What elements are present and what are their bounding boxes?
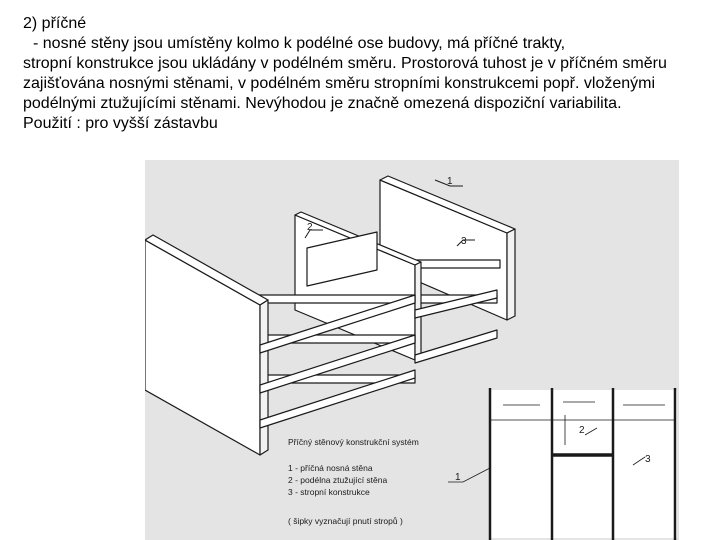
section-heading: 2) příčné [23,15,87,32]
callout-3-label: 3 [461,236,467,247]
paragraph-body: stropní konstrukce jsou ukládány v podélném směru. Prostorová tuhost je v příčném směru zajišťována nosnými stěnami, v podélném směru stropními konstrukcemi popř. vloženými podélnými ztužujícími stěnami. Nevýhodou je značně omezená dispoziční variabilita. [23,55,672,112]
legend [288,437,419,526]
slab-right-lower [415,330,497,363]
structural-system-figure [145,160,679,540]
plan-view [448,388,677,540]
plan-callout-2: 2 [579,425,585,436]
isometric-drawing [145,160,679,540]
description-text [23,14,713,134]
legend-note: ( šipky vyznačují pnutí stropů ) [288,516,403,526]
callout-1-label: 1 [447,176,453,187]
legend-item-3: 3 - stropní konstrukce [288,487,370,497]
legend-item-1: 1 - příčná nosná stěna [288,463,373,473]
legend-title: Příčný stěnový konstrukční systém [288,437,419,447]
callout-2-label: 2 [307,222,313,233]
usage-line: Použití : pro vyšší zástavbu [23,115,218,132]
front-wall-side [260,300,268,455]
plan-callout-3: 3 [645,454,651,465]
slab-upper-front [255,295,415,303]
plan-callout-1: 1 [455,472,461,483]
legend-item-2: 2 - podélna ztužující stěna [288,475,388,485]
back-wall-side [507,229,515,320]
paragraph-first-line: - nosné stěny jsou umístěny kolmo k podélné ose budovy, má příčné trakty, [33,35,566,52]
